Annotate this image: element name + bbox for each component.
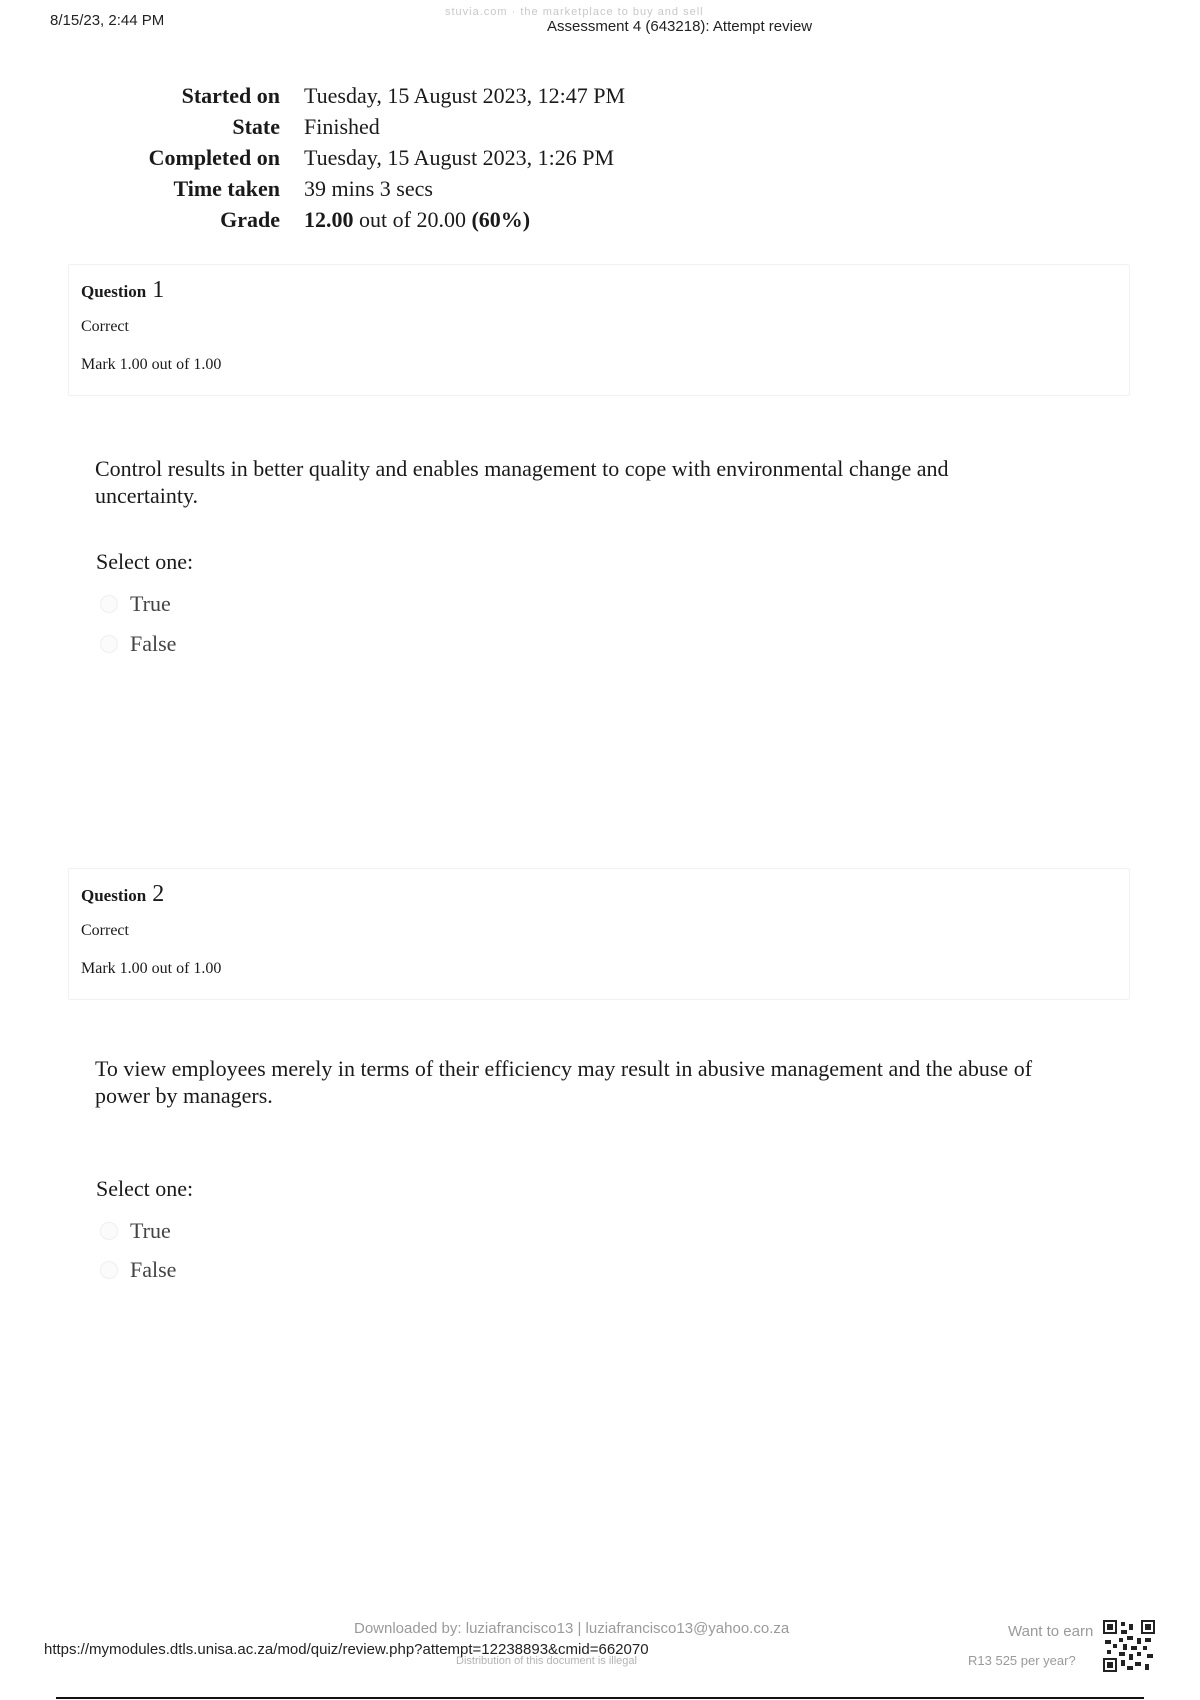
page-url: https://mymodules.dtls.unisa.ac.za/mod/quiz/review.php?attempt=12238893&cmid=662070 <box>44 1641 649 1658</box>
time-taken-label: Time taken <box>173 176 280 201</box>
illegal-distribution-note: Distribution of this document is illegal <box>456 1655 637 1667</box>
time-taken-value: 39 mins 3 secs <box>304 176 433 201</box>
summary-row-completed <box>80 142 625 173</box>
downloaded-by-note: Downloaded by: luziafrancisco13 | luziafrancisco13@yahoo.co.za <box>354 1620 790 1637</box>
summary-row-grade <box>80 204 625 235</box>
question-mark: Mark 1.00 out of 1.00 <box>81 960 222 977</box>
answer-option-true[interactable] <box>100 589 171 619</box>
grade-percent: (60%) <box>471 207 531 232</box>
answer-option-label: True <box>130 591 171 616</box>
answer-option-false[interactable] <box>100 629 176 659</box>
answer-option-label: False <box>130 1257 177 1282</box>
watermark-text: stuvia.com · the marketplace to buy and sell <box>445 6 704 18</box>
question-title <box>81 881 164 908</box>
select-one-prompt: Select one: <box>96 1176 194 1201</box>
radio-button[interactable] <box>100 595 118 613</box>
grade-out-of: out of 20.00 <box>353 207 472 232</box>
page-title: Assessment 4 (643218): Attempt review <box>547 18 813 35</box>
radio-button[interactable] <box>100 1261 118 1279</box>
select-one-prompt: Select one: <box>96 549 194 574</box>
completed-label: Completed on <box>148 145 280 170</box>
grade-score: 12.00 <box>304 207 354 232</box>
grade-label: Grade <box>220 207 280 232</box>
answer-option-true[interactable] <box>100 1216 171 1246</box>
answer-option-false[interactable] <box>100 1255 176 1285</box>
state-label: State <box>232 114 280 139</box>
question-title <box>81 277 164 304</box>
question-text: To view employees merely in terms of their efficiency may result in abusive management and the abuse of power by managers. <box>95 1056 1033 1108</box>
grade-value <box>304 204 625 235</box>
question-status: Correct <box>81 922 129 939</box>
question-info-box <box>68 264 1130 396</box>
state-value: Finished <box>304 114 380 139</box>
summary-row-started <box>80 80 625 111</box>
question-info-box <box>68 868 1130 1000</box>
answer-option-label: False <box>130 631 177 656</box>
summary-row-time <box>80 173 625 204</box>
print-date: 8/15/23, 2:44 PM <box>50 12 165 29</box>
qr-code-icon <box>1103 1620 1155 1672</box>
question-number: 1 <box>152 277 165 303</box>
radio-button[interactable] <box>100 635 118 653</box>
page-bottom-rule <box>56 1697 1144 1699</box>
question-status: Correct <box>81 318 129 335</box>
completed-value: Tuesday, 15 August 2023, 1:26 PM <box>304 145 615 170</box>
summary-table <box>80 80 625 235</box>
question-number: 2 <box>152 881 165 907</box>
radio-button[interactable] <box>100 1222 118 1240</box>
answer-option-label: True <box>130 1218 171 1243</box>
question-text: Control results in better quality and enables management to cope with environmental change and uncertainty. <box>95 456 949 508</box>
question-label: Question <box>81 886 147 905</box>
started-value: Tuesday, 15 August 2023, 12:47 PM <box>304 83 626 108</box>
started-label: Started on <box>181 83 280 108</box>
attempt-summary <box>80 80 700 235</box>
question-mark: Mark 1.00 out of 1.00 <box>81 356 222 373</box>
question-label: Question <box>81 282 147 301</box>
summary-row-state <box>80 111 625 142</box>
earn-promo-line1: Want to earn <box>1008 1623 1094 1640</box>
earn-promo-line2: R13 525 per year? <box>968 1653 1076 1668</box>
